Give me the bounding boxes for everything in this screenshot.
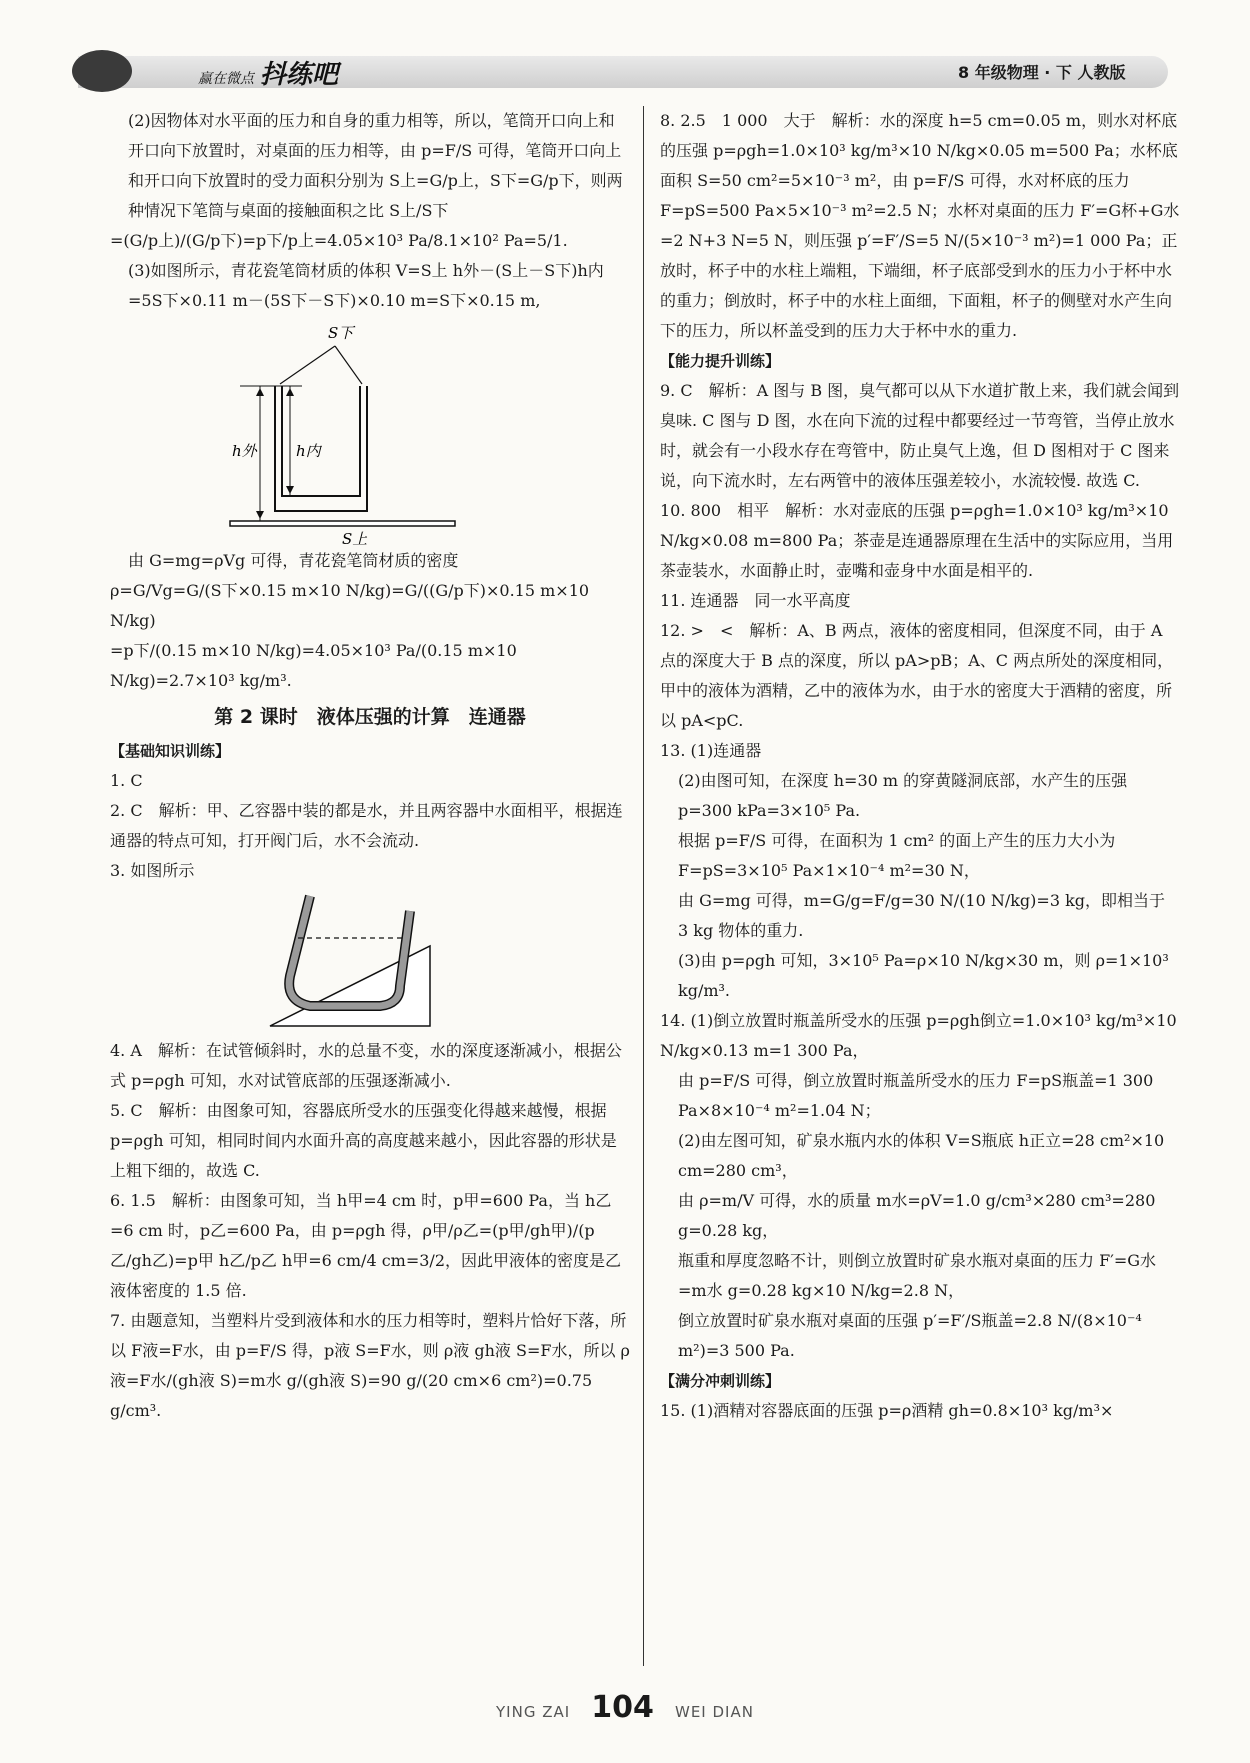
pen-holder-figure bbox=[110, 316, 630, 546]
holder-inner bbox=[282, 386, 360, 496]
figure-label: S上 bbox=[342, 530, 368, 546]
answer-para: =p下/(0.15 m×10 N/kg)=4.05×10³ Pa/(0.15 m×10 N/kg)=2.7×10³ kg/m³. bbox=[110, 641, 517, 690]
answer-item: 8. 2.5 1 000 大于 解析：水的深度 h=5 cm=0.05 m，则水对杯底的压强 p=ρgh=1.0×10³ kg/m³×10 N/kg×0.05 m=500 Pa；水杯底面积 S=50 cm²=5×10⁻³ m²，由 p=F/S 可得，水对杯底的压力 F=pS=500 Pa×5×10⁻³ m²=2.5 N；水杯对桌面的压力 F′=G杯+G水=2 N+3 N=5 N，则压强 p′=F′/S=5 N/(5×10⁻³ m²)=1 000 Pa；正放时，杯子中的水柱上端粗，下端细，杯子底部受到水的压力小于杯中水的重力；倒放时，杯子中的水柱上面细，下面粗，杯子的侧壁对水产生向下的压力，所以杯盖受到的压力大于杯中水的重力. bbox=[660, 111, 1180, 340]
answer-para: ρ=G/Vg=G/(S下×0.15 m×10 N/kg)=G/((G/p下)×0.15 m×10 N/kg) bbox=[110, 581, 590, 630]
footer-right: WEI DIAN bbox=[675, 1703, 754, 1721]
answer-para: (2)因物体对水平面的压力和自身的重力相等，所以，笔筒开口向上和开口向下放置时，对桌面的压力相等，由 p=F/S 可得，笔筒开口向上和开口向下放置时的受力面积分别为 S上=G/p上，S下=G/p下，则两种情况下笔筒与桌面的接触面积之比 S上/S下 bbox=[128, 111, 623, 220]
left-column bbox=[110, 106, 630, 1426]
answer-item: 7. 由题意知，当塑料片受到液体和水的压力相等时，塑料片恰好下落，所以 F液=F水，由 p=F/S 得，p液 S=F水，则 ρ液 gh液 S=F水，所以 ρ液=F水/(gh液 S)=m水 g/(gh液 S)=90 g/(20 cm×6 cm²)=0.75 g/cm³. bbox=[110, 1311, 630, 1420]
answer-para: (2)由左图可知，矿泉水瓶内水的体积 V=S瓶底 h正立=28 cm²×10 cm=280 cm³， bbox=[678, 1131, 1165, 1180]
answer-item: 14. (1)倒立放置时瓶盖所受水的压强 p=ρgh倒立=1.0×10³ kg/m³×10 N/kg×0.13 m=1 300 Pa， bbox=[660, 1011, 1177, 1060]
answer-para: =(G/p上)/(G/p下)=p下/p上=4.05×10³ Pa/8.1×10² Pa=5/1. bbox=[110, 231, 568, 250]
answer-para: 由 p=F/S 可得，倒立放置时瓶盖所受水的压力 F=pS瓶盖=1 300 Pa×8×10⁻⁴ m²=1.04 N； bbox=[678, 1071, 1154, 1120]
answer-para: 由 G=mg 可得，m=G/g=F/g=30 N/(10 N/kg)=3 kg，即相当于 3 kg 物体的重力. bbox=[678, 891, 1166, 940]
answer-item: 12. > < 解析：A、B 两点，液体的密度相同，但深度不同，由于 A 点的深度大于 B 点的深度，所以 pA>pB；A、C 两点所处的深度相同，甲中的液体为酒精，乙中的液体为水，由于水的密度大于酒精的密度，所以 pA<pC. bbox=[660, 621, 1174, 730]
figure-label: S下 bbox=[328, 324, 354, 342]
answer-item: 6. 1.5 解析：由图象可知，当 h甲=4 cm 时，p甲=600 Pa，当 h乙=6 cm 时，p乙=600 Pa，由 p=ρgh 得，ρ甲/ρ乙=(p甲/gh甲)/(p乙/gh乙)=p甲 h乙/p乙 h甲=6 cm/4 cm=3/2，因此甲液体的密度是乙液体密度的 1.5 倍. bbox=[110, 1191, 621, 1300]
answer-item: 5. C 解析：由图象可知，容器底所受水的压强变化得越来越慢，根据 p=ρgh 可知，相同时间内水面升高的高度越来越小，因此容器的形状是上粗下细的，故选 C. bbox=[110, 1101, 617, 1180]
answer-item: 2. C 解析：甲、乙容器中装的都是水，并且两容器中水面相平，根据连通器的特点可知，打开阀门后，水不会流动. bbox=[110, 801, 623, 850]
answer-item: 1. C bbox=[110, 771, 143, 790]
section-heading: 【能力提升训练】 bbox=[660, 352, 781, 370]
footer-left: YING ZAI bbox=[496, 1703, 571, 1721]
page-header bbox=[78, 52, 1178, 92]
brand-logo: 赢在微点 抖练吧 bbox=[198, 60, 339, 90]
section-heading: 【基础知识训练】 bbox=[110, 742, 231, 760]
answer-item: 15. (1)酒精对容器底面的压强 p=ρ酒精 gh=0.8×10³ kg/m³× bbox=[660, 1401, 1114, 1420]
right-column bbox=[660, 106, 1180, 1426]
page-footer bbox=[0, 1690, 1250, 1725]
lesson-title: 第 2 课时 液体压强的计算 连通器 bbox=[214, 706, 526, 728]
answer-para: (2)由图可知，在深度 h=30 m 的穿黄隧洞底部，水产生的压强 p=300 kPa=3×10⁵ Pa. bbox=[678, 771, 1128, 820]
answer-item: 4. A 解析：在试管倾斜时，水的总量不变，水的深度逐渐减小，根据公式 p=ρgh 可知，水对试管底部的压强逐渐减小. bbox=[110, 1041, 622, 1090]
answer-para: 由 G=mg=ρVg 可得，青花瓷笔筒材质的密度 bbox=[128, 551, 459, 570]
figure-label: h内 bbox=[296, 442, 321, 460]
answer-para: (3)由 p=ρgh 可知，3×10⁵ Pa=ρ×10 N/kg×30 m，则 ρ=1×10³ kg/m³. bbox=[678, 951, 1169, 1000]
answer-item: 11. 连通器 同一水平高度 bbox=[660, 591, 851, 610]
table-surface bbox=[230, 521, 455, 526]
holder-outer bbox=[275, 386, 367, 511]
figure-label: h外 bbox=[232, 442, 257, 460]
column-divider bbox=[643, 106, 644, 1666]
page-number: 104 bbox=[591, 1690, 654, 1725]
answer-para: 瓶重和厚度忽略不计，则倒立放置时矿泉水瓶对桌面的压力 F′=G水=m水 g=0.28 kg×10 N/kg=2.8 N， bbox=[678, 1251, 1157, 1300]
answer-item: 10. 800 相平 解析：水对壶底的压强 p=ρgh=1.0×10³ kg/m³×10 N/kg×0.08 m=800 Pa；茶壶是连通器原理在生活中的实际应用，当用茶壶装水，水面静止时，壶嘴和壶身中水面是相平的. bbox=[660, 501, 1174, 580]
section-heading: 【满分冲刺训练】 bbox=[660, 1372, 781, 1390]
logo-icon bbox=[72, 50, 132, 92]
connected-vessel-figure bbox=[110, 886, 630, 1036]
answer-item: 9. C 解析：A 图与 B 图，臭气都可以从下水道扩散上来，我们就会闻到臭味. C 图与 D 图，水在向下流的过程中都要经过一节弯管，当停止放水时，就会有一小段水存在弯管中，防止臭气上逸，但 D 图相对于 C 图来说，向下流水时，左右两管中的液体压强差较小，水流较慢. 故选 C. bbox=[660, 381, 1180, 490]
answer-para: 由 ρ=m/V 可得，水的质量 m水=ρV=1.0 g/cm³×280 cm³=280 g=0.28 kg， bbox=[678, 1191, 1156, 1240]
answer-item: 3. 如图所示 bbox=[110, 861, 195, 880]
grade-label: 8 年级物理 · 下 人教版 bbox=[958, 63, 1126, 82]
answer-para: (3)如图所示，青花瓷笔筒材质的体积 V=S上 h外－(S上－S下)h内=5S下×0.11 m－(5S下－S下)×0.10 m=S下×0.15 m, bbox=[128, 261, 604, 310]
answer-para: 倒立放置时矿泉水瓶对桌面的压强 p′=F′/S瓶盖=2.8 N/(8×10⁻⁴ m²)=3 500 Pa. bbox=[678, 1311, 1142, 1360]
answer-para: 根据 p=F/S 可得，在面积为 1 cm² 的面上产生的压力大小为 F=pS=3×10⁵ Pa×1×10⁻⁴ m²=30 N， bbox=[678, 831, 1116, 880]
answer-item: 13. (1)连通器 bbox=[660, 741, 762, 760]
